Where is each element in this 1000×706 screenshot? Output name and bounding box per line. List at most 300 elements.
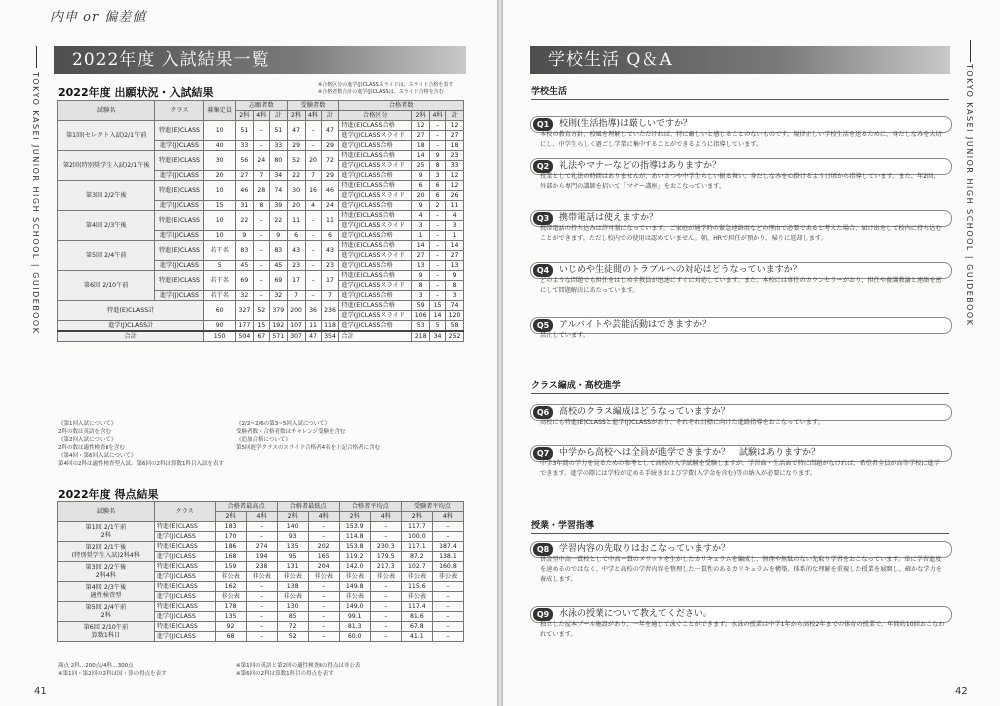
- table-cell: –: [430, 251, 446, 261]
- exam-name: 第3回 2/2午後: [85, 563, 127, 571]
- table-cell: –: [246, 532, 277, 542]
- table-cell: 非公表: [401, 572, 432, 582]
- table-cell: 106: [412, 311, 430, 321]
- table-cell: 29: [321, 141, 339, 151]
- table-cell: 非公表: [432, 572, 463, 582]
- table-cell: 7: [321, 291, 339, 301]
- table-cell: 11: [446, 201, 464, 211]
- table-cell: –: [432, 602, 463, 612]
- table-cell: 11: [321, 211, 339, 231]
- table-cell: 149.0: [339, 602, 370, 612]
- table-cell: 52: [287, 151, 305, 171]
- table-cell: 非公表: [370, 572, 401, 582]
- th-sub: 合格区分: [339, 111, 412, 121]
- table-cell: 43: [287, 241, 305, 261]
- handwritten-note: 内申 or 偏差値: [50, 10, 147, 25]
- table-cell: 30: [204, 151, 236, 171]
- table-cell: 進学(J)CLASS: [155, 171, 204, 181]
- table-cell: 進学(J)CLASS: [154, 592, 215, 602]
- table-cell: 140: [277, 522, 308, 532]
- table-cell: 特進(E)CLASS: [154, 542, 215, 552]
- table-cell: 60: [204, 301, 236, 321]
- table-cell: 非公表: [215, 572, 246, 582]
- table-cell: 46: [321, 181, 339, 201]
- table-cell: –: [246, 612, 277, 622]
- table-cell: 22: [235, 211, 253, 231]
- table-cell: 12: [446, 181, 464, 191]
- table-cell: 34: [269, 171, 287, 181]
- table-cell: 60.0: [339, 632, 370, 642]
- table-cell: 10: [204, 181, 236, 201]
- table-cell: 72: [321, 151, 339, 171]
- exam-name-cell: [58, 542, 155, 562]
- table-cell: 12: [412, 121, 430, 131]
- answer-text: 禁止しています。: [540, 332, 590, 339]
- table-cell: 33: [269, 141, 287, 151]
- table-cell: 217.3: [370, 562, 401, 572]
- table-cell: 90: [204, 321, 236, 332]
- table-cell: –: [370, 632, 401, 642]
- table-cell: 特進(E)CLASS: [155, 211, 204, 231]
- table-row: [58, 582, 464, 592]
- table-cell: 52: [253, 301, 269, 321]
- table-cell: 22: [287, 171, 305, 181]
- table-cell: 15: [430, 301, 446, 311]
- table-cell: 進学(J)CLASS: [154, 612, 215, 622]
- table-cell: 177: [235, 321, 253, 332]
- exam-name: 第4回 2/3午後: [85, 583, 127, 591]
- table-row: [58, 522, 464, 532]
- th-max: 合格者最高点: [215, 502, 277, 512]
- table-cell: 9: [446, 271, 464, 281]
- table-cell: –: [246, 622, 277, 632]
- table-cell: 非公表: [277, 572, 308, 582]
- table-cell: 5: [204, 261, 236, 271]
- question-badge: Q8: [533, 543, 553, 556]
- table-cell: 進学(J)CLASS合格: [339, 171, 412, 181]
- table-cell: 165: [308, 552, 339, 562]
- table-cell: 202: [308, 542, 339, 552]
- table-cell: 9: [430, 151, 446, 161]
- table-cell: 13: [412, 261, 430, 271]
- table-cell: 特進(E)CLASS合格: [339, 121, 412, 131]
- table-cell: 15: [204, 201, 236, 211]
- table-cell: 11: [287, 211, 305, 231]
- table-cell: 87.2: [401, 552, 432, 562]
- exam-name-cell: [58, 522, 155, 542]
- table-cell: 47: [287, 121, 305, 141]
- table-cell: –: [308, 532, 339, 542]
- table-cell: 27: [446, 251, 464, 261]
- table-cell: 非公表: [339, 592, 370, 602]
- table-cell: 進学(J)CLASS: [155, 231, 204, 241]
- table-cell: 7: [287, 291, 305, 301]
- table-cell: 11: [305, 321, 321, 332]
- table-cell: 47: [305, 331, 321, 342]
- table-cell: –: [370, 622, 401, 632]
- table-cell: 進学(J)CLASS合格: [339, 291, 412, 301]
- table-cell: 17: [287, 271, 305, 291]
- th-sub: 2科: [339, 512, 370, 522]
- table-cell: 4: [305, 201, 321, 211]
- table-cell: 36: [305, 301, 321, 321]
- table-cell: 51: [235, 121, 253, 141]
- table-cell: 特進(E)CLASS: [154, 582, 215, 592]
- table-cell: 179.5: [370, 552, 401, 562]
- table-cell: –: [432, 522, 463, 532]
- table-cell: 特進(E)CLASS合格: [339, 271, 412, 281]
- table-cell: –: [253, 261, 269, 271]
- table-cell: 13: [446, 261, 464, 271]
- section-divider: [531, 99, 949, 100]
- score-results-table: [57, 501, 464, 642]
- table-cell: –: [246, 632, 277, 642]
- question-text: 中学から高校へは全員が進学できますか？ 試験はありますか？: [559, 448, 821, 458]
- table-cell: 12: [446, 171, 464, 181]
- table-cell: –: [305, 261, 321, 271]
- table-cell: –: [432, 582, 463, 592]
- table-cell: 8: [253, 201, 269, 211]
- table-cell: 149.8: [339, 582, 370, 592]
- table-cell: 22: [269, 211, 287, 231]
- table-cell: 第3回 2/2午後: [58, 181, 155, 211]
- table-cell: –: [370, 592, 401, 602]
- table-cell: 117.1: [401, 542, 432, 552]
- page-number-right: 42: [955, 686, 968, 697]
- table-cell: 進学(J)CLASS: [154, 632, 215, 642]
- question-badge: Q7: [533, 447, 553, 460]
- table-cell: 3: [446, 291, 464, 301]
- th-pass: 合格者数: [339, 101, 464, 111]
- table-cell: 83: [235, 241, 253, 261]
- exam-subjects: 算数1科目: [91, 631, 121, 639]
- table-cell: 183: [215, 522, 246, 532]
- table-cell: –: [246, 602, 277, 612]
- question-badge: Q4: [533, 264, 553, 277]
- table-row: [58, 181, 464, 191]
- exam-subjects: 2科4科: [95, 571, 116, 579]
- question-badge: Q9: [533, 608, 553, 621]
- table-cell: –: [370, 582, 401, 592]
- table-cell: –: [308, 592, 339, 602]
- table-cell: 117.7: [401, 522, 432, 532]
- table-cell: 114.8: [339, 532, 370, 542]
- table-cell: 238: [246, 562, 277, 572]
- table-cell: –: [308, 522, 339, 532]
- table-cell: 23: [446, 151, 464, 161]
- table-cell: 進学(J)CLASS: [155, 291, 204, 301]
- table-cell: 95: [277, 552, 308, 562]
- table-cell: 153.9: [339, 522, 370, 532]
- right-page: [503, 0, 1000, 706]
- table-cell: 8: [446, 281, 464, 291]
- table-cell: 117.4: [401, 602, 432, 612]
- table-cell: 3: [430, 171, 446, 181]
- table2-notes-left: 満点 2科…200点/4科…300点 ※第1回・第2回の2科は国・算の得点を表す: [58, 663, 167, 677]
- table-cell: –: [430, 271, 446, 281]
- th-class: クラス: [154, 502, 215, 522]
- table-cell: 135: [277, 542, 308, 552]
- th-sub: 4科: [370, 512, 401, 522]
- table-cell: 進学(J)CLASSスライド: [339, 311, 412, 321]
- table-cell: 40: [204, 141, 236, 151]
- table-cell: –: [308, 582, 339, 592]
- table-cell: 進学(J)CLASSスライド: [339, 131, 412, 141]
- th-exam: 試験名: [58, 101, 155, 121]
- table-cell: –: [308, 622, 339, 632]
- table-cell: 合計: [339, 331, 412, 342]
- table-cell: 59: [412, 301, 430, 311]
- table-cell: –: [305, 121, 321, 141]
- question-badge: Q5: [533, 319, 553, 332]
- table-row: [58, 151, 464, 161]
- table-cell: 特進(E)CLASS: [155, 151, 204, 171]
- table-cell: 特進(E)CLASS: [154, 562, 215, 572]
- th-exam: 試験名: [58, 502, 155, 522]
- question-text: 学習内容の先取りはおこなっていますか？: [559, 544, 731, 554]
- table-cell: 142.0: [339, 562, 370, 572]
- table-cell: 特進(E)CLASS: [155, 271, 204, 291]
- table-cell: 8: [430, 161, 446, 171]
- table-cell: 若干名: [204, 241, 236, 261]
- table-cell: –: [253, 291, 269, 301]
- th-sub: 4科: [430, 111, 446, 121]
- table-cell: 45: [269, 261, 287, 271]
- table-cell: –: [370, 522, 401, 532]
- table-row: [58, 562, 464, 572]
- table-cell: –: [253, 231, 269, 241]
- table-cell: 46: [235, 181, 253, 201]
- table-cell: 特進(E)CLASS: [155, 121, 204, 141]
- table-cell: 特進(E)CLASS合格: [339, 151, 412, 161]
- table-row: [58, 121, 464, 131]
- table-cell: 52: [277, 632, 308, 642]
- th-sub: 4科: [305, 111, 321, 121]
- th-takers: 受験者数: [287, 101, 339, 111]
- table-cell: 非公表: [339, 572, 370, 582]
- table-cell: –: [305, 211, 321, 231]
- table-cell: 504: [235, 331, 253, 342]
- table-cell: 107: [287, 321, 305, 332]
- table-cell: –: [430, 291, 446, 301]
- table-cell: –: [308, 612, 339, 622]
- table1-top-note-2: ※合格者数合計の進学(J)CLASSは、スライド合格を含む: [318, 89, 444, 95]
- table-cell: 56: [235, 151, 253, 171]
- table-row: [58, 271, 464, 281]
- table-cell: 93: [277, 532, 308, 542]
- table-row: [58, 301, 464, 311]
- th-quota: 募集定員: [204, 101, 236, 121]
- table-cell: 6: [321, 231, 339, 241]
- table-cell: 1: [446, 231, 464, 241]
- table-cell: 138: [277, 582, 308, 592]
- table-cell: 72: [277, 622, 308, 632]
- table-cell: 若干名: [204, 291, 236, 301]
- question-text: 礼法やマナーなどの指導はありますか？: [559, 161, 722, 171]
- table-cell: 進学(J)CLASS合格: [339, 231, 412, 241]
- table-cell: –: [430, 221, 446, 231]
- table-cell: 307: [287, 331, 305, 342]
- table-cell: 4: [412, 211, 430, 221]
- table-cell: –: [430, 261, 446, 271]
- answer-text: 独立した屋本プール施設があり、一年を通じて泳ぐことができます。水泳の授業は中学1年から高校2年までの体育の授業で、年間約10回おこなわれています。: [540, 621, 945, 638]
- answer-text: 本校の教育方針、校風を理解していただければ、特に厳しいと感じることのないものです。規律正しい学校生活を送るために、身だしなみを大切にし、中学生らしく過ごし学業に集中することができるように指導しています。: [540, 131, 942, 148]
- table-cell: –: [370, 532, 401, 542]
- exam-name: 第1回 2/1午前: [85, 523, 127, 531]
- table-cell: 23: [287, 261, 305, 271]
- table-cell: 159: [215, 562, 246, 572]
- table-cell: 5: [430, 321, 446, 332]
- table-cell: –: [305, 291, 321, 301]
- table-cell: 230.3: [370, 542, 401, 552]
- table-cell: 特進(E)CLASS: [154, 522, 215, 532]
- table-cell: 28: [253, 181, 269, 201]
- th-sub: 4科: [308, 512, 339, 522]
- table-cell: 135: [215, 612, 246, 622]
- th-sub: 2科: [412, 111, 430, 121]
- table-cell: –: [305, 141, 321, 151]
- exam-subjects: 2科: [100, 611, 111, 619]
- answer-text: 併設型中高一貫校として中高一貫のメリットを生かしたカリキュラムを編成し、無理や無駄のない先取り学習をおこなっています。単に学習進度を速めるのではなく、中学と高校の学習内容を整理した一貫性のあるカリキュラムを構築。体系的な理解を重視した授業を展開し、確かな学力を養成します。: [540, 556, 942, 583]
- table-cell: –: [253, 241, 269, 261]
- table-cell: 第4回 2/3午後: [58, 211, 155, 241]
- table-cell: 25: [412, 161, 430, 171]
- table-cell: 27: [412, 131, 430, 141]
- table-cell: 第6回 2/10午前: [58, 271, 155, 301]
- exam-subjects: 適性検査型: [90, 591, 122, 599]
- table-cell: 進学(J)CLASSスライド: [339, 191, 412, 201]
- exam-name-cell: [58, 582, 155, 602]
- table-cell: 99.1: [339, 612, 370, 622]
- table-cell: 9: [412, 171, 430, 181]
- table-cell: 特進(E)CLASS: [154, 622, 215, 632]
- table-cell: 74: [269, 181, 287, 201]
- table-cell: 81.6: [401, 612, 432, 622]
- table-cell: 41.1: [401, 632, 432, 642]
- table-cell: 31: [235, 201, 253, 211]
- table-cell: 204: [308, 562, 339, 572]
- table-cell: 24: [253, 151, 269, 171]
- th-sub: 2科: [215, 512, 246, 522]
- table-cell: –: [432, 622, 463, 632]
- table-cell: 27: [235, 171, 253, 181]
- table-cell: –: [305, 271, 321, 291]
- table-cell: 34: [430, 331, 446, 342]
- table-cell: 進学(J)CLASS合格: [339, 141, 412, 151]
- table-cell: –: [432, 632, 463, 642]
- table-cell: 10: [204, 211, 236, 231]
- table-cell: 14: [446, 241, 464, 251]
- answer-text: どのような問題でも担任をはじめ全教員が迅速にすぐに対応しています。また、本校には専任のカウンセラーがおり、担任や養護教諭と連絡を密にして問題解決にあたっています。: [540, 277, 942, 294]
- exam-name: 第2回 2/1午後: [85, 543, 127, 551]
- section-heading: 学校生活: [531, 87, 568, 97]
- question-badge: Q1: [533, 118, 553, 131]
- table-cell: 進学(J)CLASS: [155, 201, 204, 211]
- table-cell: 14: [412, 151, 430, 161]
- table-cell: 9: [269, 231, 287, 241]
- table-row: [58, 622, 464, 632]
- table-cell: –: [370, 612, 401, 622]
- table-cell: –: [430, 121, 446, 131]
- table-cell: 15: [253, 321, 269, 332]
- table1-title: 2022年度 出願状況・入試結果: [58, 86, 214, 99]
- table-cell: –: [253, 271, 269, 291]
- page-title: 2022年度 入試結果一覧: [54, 46, 466, 74]
- table-cell: –: [246, 582, 277, 592]
- vertical-rule: [970, 40, 971, 62]
- th-min: 合格者最低点: [277, 502, 339, 512]
- table-cell: 特進(E)CLASS計: [58, 301, 204, 321]
- table-cell: 26: [446, 191, 464, 201]
- table-cell: 32: [235, 291, 253, 301]
- table-cell: –: [430, 231, 446, 241]
- table-cell: 30: [287, 181, 305, 201]
- exam-name-cell: [58, 602, 155, 622]
- table-cell: 100.0: [401, 532, 432, 542]
- table-row: [58, 211, 464, 221]
- table2-notes-right: ※第1回の英語と第2回の適性検査Ⅱの得点は非公表 ※第6回の2科は算数1科目の得点を表す: [236, 663, 361, 677]
- table-cell: 進学(J)CLASSスライド: [339, 281, 412, 291]
- table-cell: –: [305, 241, 321, 261]
- table-cell: 68: [215, 632, 246, 642]
- table-cell: 27: [446, 131, 464, 141]
- table-cell: 192: [269, 321, 287, 332]
- table-cell: 7: [253, 171, 269, 181]
- exam-subjects: (特別奨学生入試)2科4科: [71, 551, 141, 559]
- admission-results-table: [57, 100, 464, 342]
- table-cell: 6: [287, 231, 305, 241]
- table-cell: 571: [269, 331, 287, 342]
- table-cell: 131: [277, 562, 308, 572]
- question-text: 水泳の授業について教えてください。: [559, 609, 712, 619]
- table-cell: 非公表: [277, 592, 308, 602]
- table-cell: 非公表: [308, 572, 339, 582]
- table-cell: 20: [412, 191, 430, 201]
- table-cell: 9: [412, 201, 430, 211]
- table-cell: 170: [215, 532, 246, 542]
- table-cell: 20: [287, 201, 305, 211]
- th-taker-avg: 受験者平均点: [401, 502, 463, 512]
- table-cell: 14: [430, 311, 446, 321]
- table-cell: 合計: [58, 331, 204, 342]
- table-cell: 7: [305, 171, 321, 181]
- table-cell: 58: [446, 321, 464, 332]
- table-cell: 第1回(セレクト入試)2/1午前: [58, 121, 155, 151]
- answer-text: 中学3年間の学力を見るための参考として高校の入学試験を受験しますが、学習面・生活面で特に問題がなければ、希望者全員が高等学校に進学できます。進学の際には学校が定める手続きおよび学費(入学金を含む)等の納入が必要になります。: [540, 460, 940, 477]
- table-cell: 12: [446, 121, 464, 131]
- table-row: [58, 321, 464, 332]
- table-cell: 153.8: [339, 542, 370, 552]
- th-sub: 計: [269, 111, 287, 121]
- exam-name-cell: [58, 622, 155, 642]
- table-cell: 3: [412, 291, 430, 301]
- table-cell: 67: [253, 331, 269, 342]
- th-sub: 2科: [287, 111, 305, 121]
- table-cell: 6: [412, 181, 430, 191]
- table-cell: 80: [269, 151, 287, 171]
- table-cell: 特進(E)CLASS合格: [339, 181, 412, 191]
- answer-text: 携帯電話の持ち込みは許可制になっています。ご家庭が通学時の緊急連絡用などの理由で必要であると考えた場合、届け出をして校内に持ち込むことができます。ただし校内での使用は認めていません。朝、HRで担任が預かり、帰りに返却します。: [540, 225, 942, 242]
- question-badge: Q2: [533, 160, 553, 173]
- table-cell: 1: [412, 231, 430, 241]
- table-cell: 187.4: [432, 542, 463, 552]
- table-cell: 236: [321, 301, 339, 321]
- table-cell: 進学(J)CLASS合格: [339, 321, 412, 332]
- table-cell: –: [253, 211, 269, 231]
- table-cell: –: [430, 281, 446, 291]
- table2-title: 2022年度 得点結果: [58, 488, 159, 501]
- table1-notes-right: 《2/2~2/6の第3~5回入試について》 受験者数・合格者数はチャレンジ受験を含む 《追加合格について》 第5回進学クラスのスライド合格者4名を上記合格者に含む: [236, 421, 381, 451]
